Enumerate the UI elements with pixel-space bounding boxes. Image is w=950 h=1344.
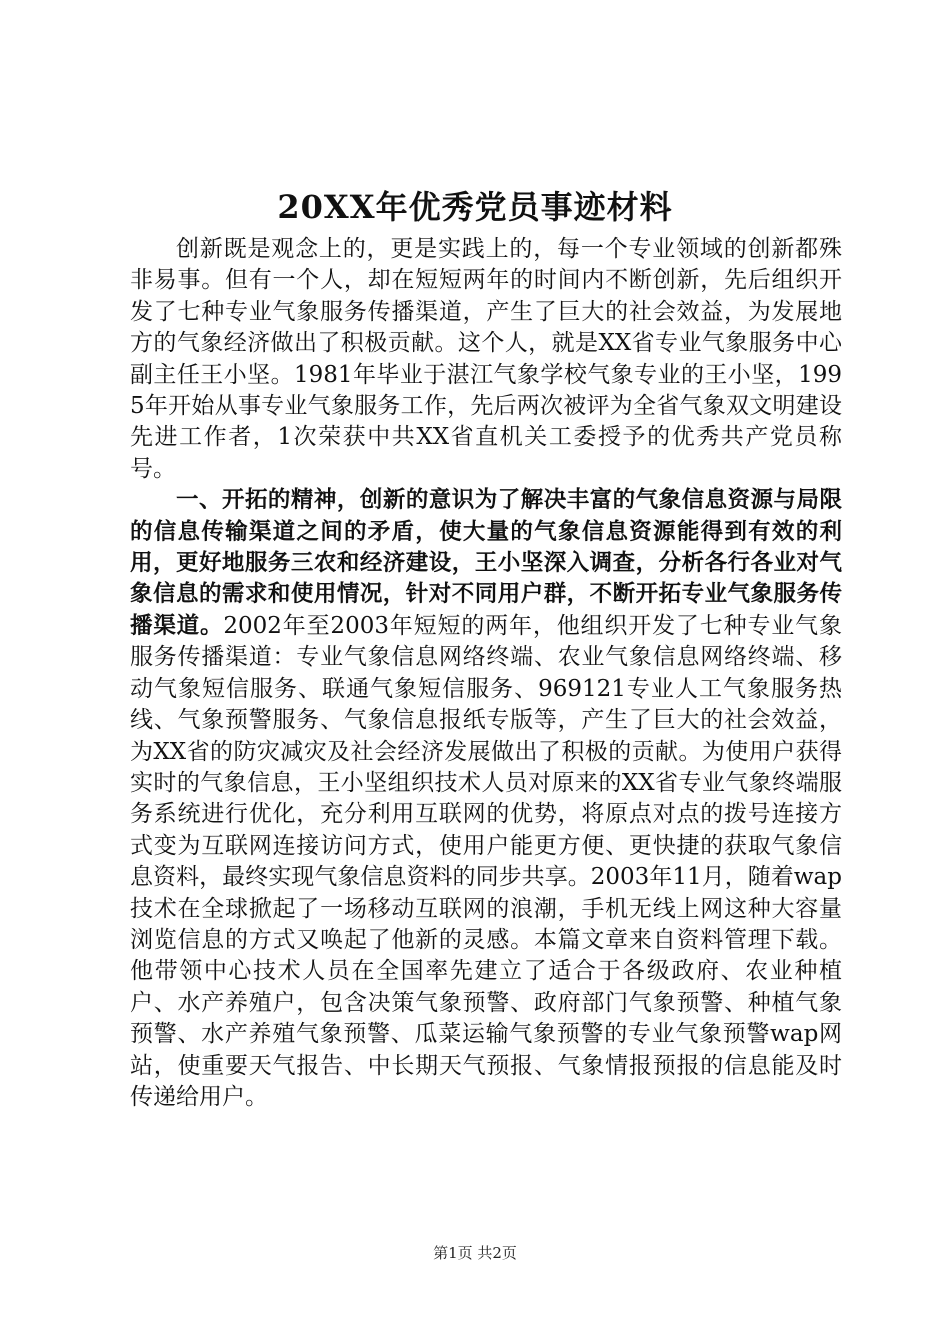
paragraph-section-one	[130, 485, 842, 1113]
section-body-text: 2002年至2003年短短的两年，他组织开发了七种专业气象服务传播渠道：专业气象信息网络终端、农业气象信息网络终端、移动气象短信服务、联通气象短信服务、969121专业人工气象服务热线、气象预警服务、气象信息报纸专版等，产生了巨大的社会效益，为XX省的防灾减灾及社会经济发展做出了积极的贡献。为使用户获得实时的气象信息，王小坚组织技术人员对原来的XX省专业气象终端服务系统进行优化，充分利用互联网的优势，将原点对点的拨号连接方式变为互联网连接访问方式，使用户能更方便、更快捷的获取气象信息资料，最终实现气象信息资料的同步共享。2003年11月，随着wap技术在全球掀起了一场移动互联网的浪潮，手机无线上网这种大容量浏览信息的方式又唤起了他新的灵感。本篇文章来自资料管理下载。他带领中心技术人员在全国率先建立了适合于各级政府、农业种植户、水产养殖户，包含决策气象预警、政府部门气象预警、种植气象预警、水产养殖气象预警、瓜菜运输气象预警的专业气象预警wap网站，使重要天气报告、中长期天气预报、气象情报预报的信息能及时传递给用户。	[130, 612, 842, 1110]
paragraph-intro: 创新既是观念上的，更是实践上的，每一个专业领域的创新都殊非易事。但有一个人，却在短短两年的时间内不断创新，先后组织开发了七种专业气象服务传播渠道，产生了巨大的社会效益，为发展地方的气象经济做出了积极贡献。这个人，就是XX省专业气象服务中心副主任王小坚。1981年毕业于湛江气象学校气象专业的王小坚，1995年开始从事专业气象服务工作，先后两次被评为全省气象双文明建设先进工作者，1次荣获中共XX省直机关工委授予的优秀共产党员称号。	[130, 236, 842, 482]
document-title: 20XX年优秀党员事迹材料	[277, 188, 673, 226]
page-number-footer: 第1页 共2页	[433, 1244, 517, 1262]
section-heading-text: 一、开拓的精神，创新的意识为了解决丰富的气象信息资源与局限的信息传输渠道之间的矛盾，使大量的气象信息资源能得到有效的利用，更好地服务三农和经济建设，王小坚深入调查，分析各行各业对气象信息的需求和使用情况，针对不同用户群，不断开拓专业气象服务传播渠道。	[130, 487, 842, 639]
document-body	[130, 234, 842, 1113]
